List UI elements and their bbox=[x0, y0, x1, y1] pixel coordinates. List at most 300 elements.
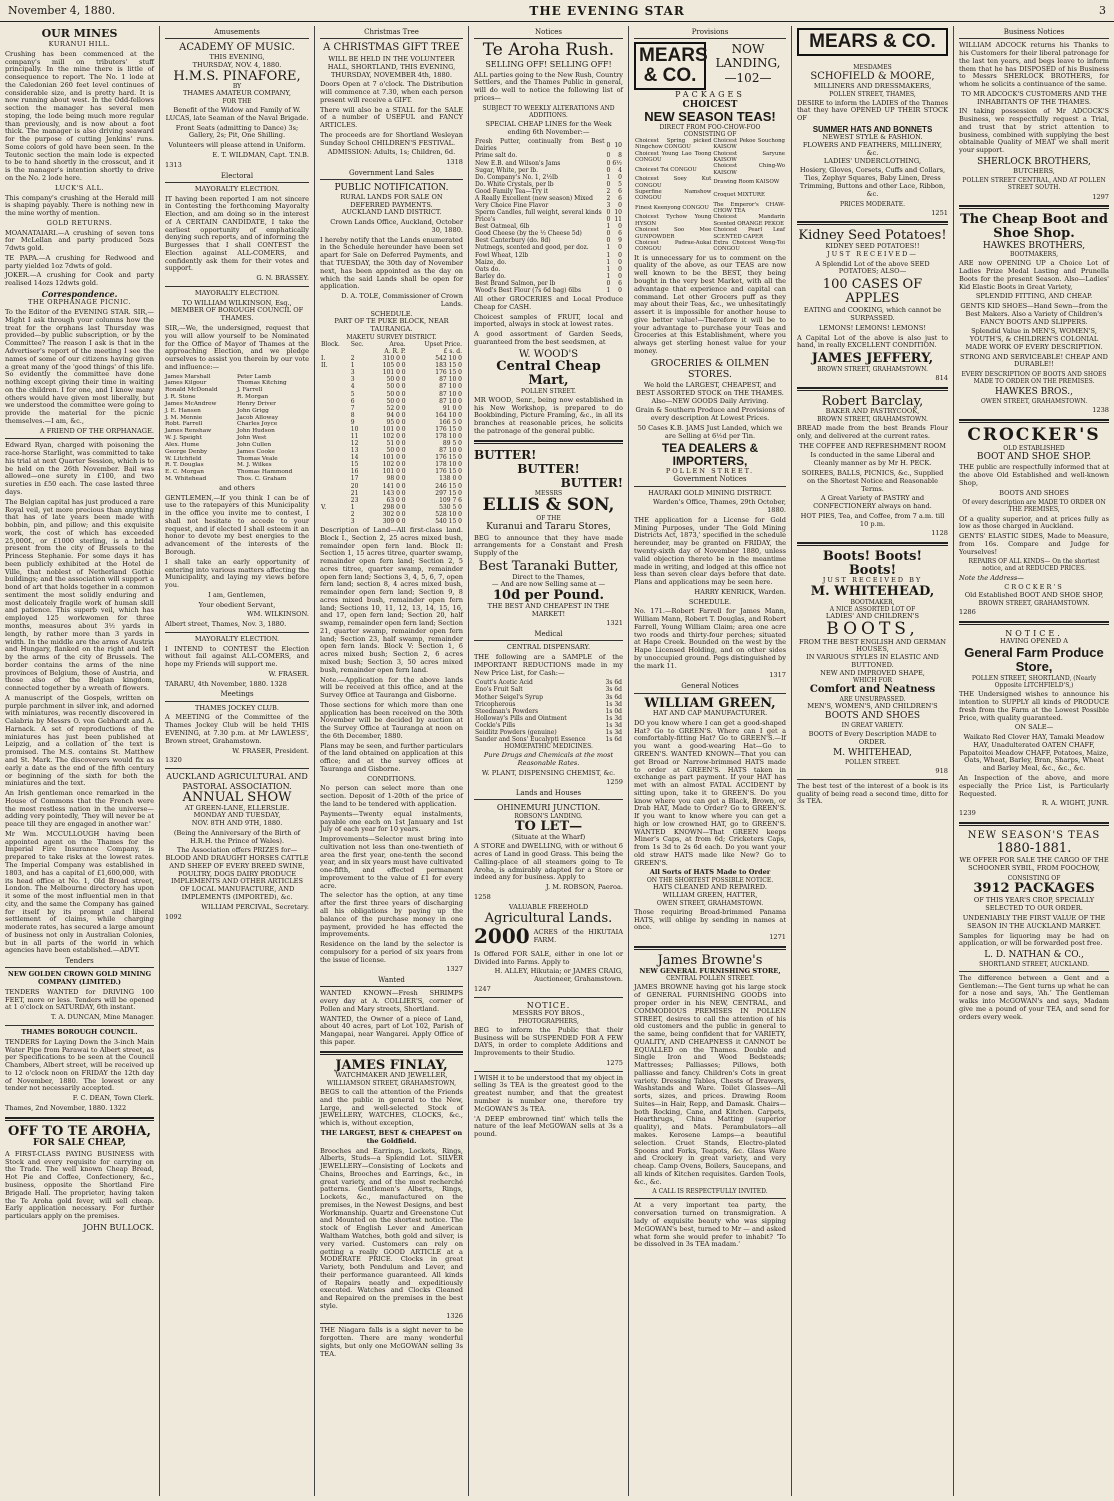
schofield-moore: SCHOFIELD & MOORE, bbox=[810, 71, 935, 83]
mears-logo-right: MEARS & CO. bbox=[797, 28, 948, 56]
land-table-row bbox=[320, 440, 463, 447]
land-table-cell: 87 10 0 bbox=[439, 390, 462, 398]
lucks-subhead: LUCK'S ALL. bbox=[54, 183, 105, 192]
crocker-address: BROWN STREET, GRAHAMSTOWN. bbox=[978, 599, 1090, 607]
price-list-cell: Do. Company's No. 1, 2½lb bbox=[475, 173, 558, 181]
land-table-cell: 6 bbox=[350, 397, 355, 405]
lucks-text: This company's crushing at the Herald mill is shaping payably. There is nothing new in the mine worthy of mention. bbox=[5, 193, 154, 218]
wood-address: POLLEN STREET. bbox=[521, 387, 576, 395]
lemons: LEMONS! LEMONS! LEMONS! bbox=[818, 323, 927, 332]
price-list-cell: Best Brand Salmon, per lb bbox=[475, 279, 556, 287]
butter-announce: BEG to announce that they have made arrangements for a Constant and Fresh Supply of the bbox=[474, 533, 623, 558]
price-list-cell: 0 bbox=[618, 286, 622, 294]
jockey-club-signature: W. FRASER, President. bbox=[232, 746, 309, 755]
tea-list-row bbox=[634, 176, 786, 189]
column-2 bbox=[160, 26, 315, 1496]
barclay-number: 1128 bbox=[931, 529, 948, 538]
land-table-cell bbox=[320, 405, 350, 412]
requisition-names bbox=[165, 374, 309, 483]
price-list-cell: 1 bbox=[606, 258, 611, 266]
sybil-consisting: CONSISTING OF bbox=[1007, 874, 1061, 882]
medicine-cell: Mother Seigel's Syrup bbox=[475, 693, 543, 701]
tea-list-cell: Drawing Room KAISOW bbox=[713, 179, 780, 186]
hosiery-list: Hosiery, Gloves, Corsets, Cuffs and Collars, Ties, Zephyr Squares, Baby Linen, Dress Trimming, Buttons and other Lace, Ribbon, &c. bbox=[799, 166, 946, 198]
medicine-cell: Cockle's Pills bbox=[475, 721, 516, 729]
tea-list-cell: Choicest Tychow Young HYSON bbox=[635, 214, 712, 227]
land-table-cell: 141 0 0 bbox=[382, 482, 406, 490]
hawkes-sign: HAWKES BROS., bbox=[995, 387, 1073, 398]
price-list-cell: 6 bbox=[618, 230, 622, 238]
central-cheap-mart: Central Cheap Mart, bbox=[496, 359, 601, 389]
land-table-cell: 3 bbox=[350, 369, 355, 377]
price-list-cell: 8 bbox=[618, 152, 622, 160]
acres-count: 2000 bbox=[474, 924, 530, 949]
requisition-name: John Hudson bbox=[237, 428, 275, 435]
price-list-cell: 3 bbox=[606, 201, 611, 209]
price-list-cell: 4 bbox=[618, 166, 622, 174]
land-table-cell: 178 10 0 bbox=[435, 461, 462, 469]
fraser-signature: W. FRASER. bbox=[268, 669, 309, 678]
ohinemuri-title: OHINEMURI JUNCTION. bbox=[496, 803, 601, 813]
crocker-old-shop: Old Established BOOT AND SHOE SHOP, bbox=[964, 591, 1104, 600]
which-for: WHICH FOR bbox=[852, 677, 893, 685]
medicine-cell: Sander and Sons' Eucalypti Essence bbox=[475, 736, 586, 743]
finlay-intro: BEGS to call the attention of the Friends and the public in general to the New, Large, and well-selected Stock of JEWELLERY, WATCHES, CLOCKS, &c., which is, without exception, bbox=[320, 1088, 463, 1128]
jeffery-number: 814 bbox=[935, 373, 948, 382]
panama-note: Those requiring Broad-brimmed Panama HATS, will oblige by sending in names at once. bbox=[634, 907, 786, 932]
tea-list-cell: The Emperor's CHAW-CHOW TEA bbox=[713, 201, 785, 215]
robsons-landing: ROBSON'S LANDING. bbox=[514, 812, 583, 820]
land-table-cell: 176 15 0 bbox=[435, 369, 462, 377]
pinafore-prices: Front Seats (admitting to Dance) 3s; Gallery, 2s; Pit, One Shilling. bbox=[175, 123, 299, 140]
tender-1-title: NEW GOLDEN CROWN GOLD MINING COMPANY (LIMITED.) bbox=[7, 970, 152, 987]
book-filler: The best test of the interest of a book is its quality of being read a second time, ditto for 3s TEA. bbox=[797, 781, 948, 806]
price-list-cell: New E.B. and Wilson's Jams bbox=[475, 159, 561, 167]
requisition-name: Thomas Kitching bbox=[237, 380, 287, 387]
jeffery-address: BROWN STREET, GRAHAMSTOWN. bbox=[817, 365, 928, 373]
crocker-text: THE public are respectfully informed that at the above Old Established and well-known Shop, bbox=[959, 463, 1109, 487]
wilkinson-closing: Your obedient Servant, bbox=[198, 600, 276, 609]
requisition-text: SIR,—We, the undersigned, request that you will allow yourself to be Nominated for the Office of Mayor of Thames at the approaching Election, and we pledge ourselves to assist you therein by our vote and influence:— bbox=[165, 324, 309, 371]
tea-list-row bbox=[634, 163, 786, 176]
land-table-row bbox=[320, 511, 463, 518]
price-list-cell: Good Cheese (by the ½ Cheese 5d) bbox=[475, 230, 582, 238]
farm-products: Waikato Red Clover HAY, Tamaki Meadow HAY, Unadulterated OATEN CHAFF, Papatoitoi Meadow CHAFF, Potatoes, Maize, Oats, Wheat, Barley, Bran, Sharps, Wheat and Barley Meal, &c., &c., &c. bbox=[959, 733, 1109, 773]
govt-land-header: Government Land Sales bbox=[320, 169, 463, 180]
land-table-cell: 50 0 0 bbox=[386, 376, 406, 384]
land-table-cell bbox=[320, 376, 350, 383]
price-list-cell: 0 bbox=[606, 237, 611, 245]
jockey-club-title: THAMES JOCKEY CLUB. bbox=[195, 703, 279, 712]
medicine-cell: 1s 0d bbox=[605, 707, 622, 715]
hot-pies: HOT PIES, Tea, and Coffee, from 7 a.m. till 10 p.m. bbox=[800, 511, 945, 528]
condition-4: The selector has the option, at any time after the first three years of discharging all his obligations by paying up the balance of the purchase money in one payment, provided he has effected the improvements. bbox=[320, 891, 463, 939]
nathan-address: SHORTLAND STREET, AUCKLAND. bbox=[979, 960, 1089, 968]
schedule-title: SCHEDULE. bbox=[370, 309, 413, 318]
gospels-item: A manuscript of the Gospels, written on purple parchment in silver ink, and adorned with miniatures, was recently discovered in Calabria by Messrs O. von Gebhardt and A. Harnack. A set of reproductions of the miniatures has just been published at Leipzig, and a collation of the text is promised. The M.S. contains St. Matthew and St. Mark. The discoverers would fix as early a date as the end of the fifth century or beginning of the sixth for both the miniatures and the text. bbox=[5, 693, 154, 788]
land-table-cell: 298 0 0 bbox=[382, 503, 406, 511]
ellis-son-title: ELLIS & SON, bbox=[482, 495, 615, 516]
brassey-text: IT having been reported I am not sincere in Contesting the forthcoming Mayoralty Election, and am doing so in the interest of A CERTAIN CANDIDATE, I take the earliest opportunity of emphatically denying such reports, and of informing the Burgesses that I shall CONTEST the Election against ALL-COMERS, and confidently ask them for their votes and support. bbox=[165, 194, 309, 273]
medicine-cell: Holloway's Pills and Ointment bbox=[475, 714, 567, 722]
land-table-row bbox=[320, 497, 463, 504]
price-list-row bbox=[474, 252, 623, 259]
photographers: PHOTOGRAPHERS, bbox=[518, 1017, 579, 1025]
tea-list-cell: Choicest Toi CONGOU bbox=[635, 166, 697, 173]
price-list-row bbox=[474, 167, 623, 174]
medicine-cell: 1s 3d bbox=[605, 714, 622, 722]
land-table-cell: 21 bbox=[350, 489, 359, 497]
land-table-cell: 87 10 0 bbox=[439, 376, 462, 384]
land-table-row bbox=[320, 433, 463, 440]
price-list-row bbox=[474, 216, 623, 223]
wilkinson-date: Albert street, Thames, Nov. 3, 1880. bbox=[165, 620, 287, 629]
butter-price: 10d per Pound. bbox=[492, 588, 605, 604]
crockers-sign: CROCKER'S bbox=[1004, 583, 1064, 592]
pinafore-signature: E. T. WILDMAN, Capt. T.N.B. bbox=[212, 150, 309, 159]
land-table-cell: 9 bbox=[350, 418, 355, 426]
other-groceries: All other GROCERIES and Local Produce Cheap for CASH. bbox=[474, 295, 623, 311]
land-table-cell: 176 15 0 bbox=[435, 454, 462, 462]
show-anniversary: (Being the Anniversary of the Birth of H.R.H. the Prince of Wales). bbox=[173, 828, 301, 845]
masthead-title: THE EVENING STAR bbox=[529, 3, 685, 18]
land-table-cell: 246 15 0 bbox=[435, 482, 462, 490]
shortest-notice: ON THE SHORTEST POSSIBLE NOTICE. bbox=[646, 877, 774, 885]
land-table-row bbox=[320, 518, 463, 525]
land-table-cell: 5 bbox=[350, 390, 355, 398]
veil-item: The Belgian capital has just produced a rare Royal veil, yet more precious than anything that has of late years been made with bobbin, pin, and pillow; and this exquisite work, the cost of which has exceeded 25,000f., or £1000 sterling, is a bridal present from the city of Brussels to the Princess Stephanie. For some days it has been publicly exhibited at the Hotel de Ville, that noblest of Netherland Gothic buildings; and the association will support a bond of art that holds together in a common sentiment the most solidly enduring and most delicately fragile work of human skill and patience. This superb veil, which has employed 125 workwomen for three months, measures about 3½ yards in length, by rather more than 3 yards in width. In the middle are the arms of Austria and Hungary, flanked on the right and left by the arms of the city of Brussels. The border contains the arms of the nine provinces of Belgium, those of Austria, and those also of the Belgian kingdom, connected together by a wreath of flowers. bbox=[5, 497, 154, 693]
land-table-cell: 87 10 0 bbox=[439, 447, 462, 455]
requisition-name: John Cullen bbox=[237, 441, 272, 448]
finlay-number: 1326 bbox=[446, 1311, 463, 1320]
tea-list-cell: Choicest Soey Kut CONGOU bbox=[635, 176, 712, 189]
meetings-header: Meetings bbox=[165, 690, 309, 701]
land-table-cell: I. bbox=[321, 355, 326, 363]
mens-womens: MEN'S, WOMEN'S, AND CHILDREN'S bbox=[807, 702, 938, 711]
farm-offered: Is Offered FOR SALE, either in one lot or Divided into Farms. Apply to bbox=[474, 949, 623, 966]
price-list-cell: Nutmegs, scented and good, per doz. bbox=[475, 244, 589, 252]
mayoralty-title-1: MAYORALTY ELECTION. bbox=[194, 184, 280, 193]
price-list-cell: Sugar, White, per lb. bbox=[475, 166, 538, 174]
requisition-name: John West bbox=[237, 435, 267, 442]
wanted-land-owner: WANTED, the Owner of a piece of Land, about 40 acres, part of Lot 102, Parish of Mangapai, near Wangarei. Apply Office of this paper. bbox=[320, 1014, 463, 1046]
dispensary-number: 1259 bbox=[606, 778, 623, 787]
land-table-cell: 310 0 0 bbox=[382, 355, 406, 363]
land-table-cell: 50 0 0 bbox=[386, 397, 406, 405]
te-aroha-ad-body: A FIRST-CLASS PAYING BUSINESS with Stock and every requisite for carrying on the Trade. The well known Cheap Bread, Hot Pie and Coffee, Confectionery, &c., business, opposite the Shortland Fire Brigade Hall. The proprietor, having taken the Te Aroha gold fever, will sell cheap. Early application necessary. For further particulars apply on the premises. bbox=[5, 1149, 154, 1221]
tea-dealers: TEA DEALERS & IMPORTERS, bbox=[661, 441, 759, 469]
first-value: UNDENIABLY THE FIRST VALUE OF THE SEASON IN THE AUCKLAND MARKET. bbox=[962, 914, 1106, 930]
land-table-cell: 4 bbox=[350, 383, 355, 391]
seeds-note: A good assortment of Garden Seeds, guaranteed from the best seedsmen, at bbox=[474, 330, 623, 346]
price-list-cell: 1 bbox=[606, 251, 611, 259]
nathan-name: L. D. NATHAN & CO., bbox=[984, 950, 1084, 961]
wilkinson-signature: WM. WILKINSON. bbox=[246, 610, 309, 619]
pinafore-company: THAMES AMATEUR COMPANY, bbox=[183, 89, 291, 98]
taranaki-butter: Best Taranaki Butter, bbox=[478, 558, 619, 574]
column-4 bbox=[469, 26, 629, 1496]
foy-bros: MESSRS FOY BROS., bbox=[512, 1009, 585, 1018]
price-list-cell: 1 bbox=[606, 223, 611, 231]
milliner-intro: DESIRE to inform the LADIES of the Thames that they have OPENED UP THEIR STOCK OF bbox=[797, 98, 948, 123]
land-schedule-table bbox=[320, 341, 463, 525]
academy-title: ACADEMY OF MUSIC. bbox=[179, 42, 295, 54]
wilkinson-reply: GENTLEMEN,—If you think I can be of use to the ratepayers of this Municipality in the office you invite me to contest, I shall not hesitate to accede to your request, and if elected I shall esteem it an honor to devote my best energies to the advancement of the interests of the Borough. bbox=[165, 493, 309, 556]
land-table-cell: 91 0 0 bbox=[442, 404, 462, 412]
tea-party-filler: At a very important tea party, the conversation turned on transmigration. A lady of exquisite beauty who was sipping McGOWAN's best, turned to Mr — and asked what form she would prefer to inhabit? 'To be dissolved in 3s TEA madam.' bbox=[634, 1201, 786, 1249]
medicine-row bbox=[474, 722, 623, 729]
te-aroha-ad-title: OFF TO TE AROHA, bbox=[7, 1123, 152, 1139]
requisition-name: J. Farrell bbox=[237, 387, 263, 394]
price-list-row bbox=[474, 244, 623, 251]
requisition-name: Henry Driver bbox=[237, 400, 276, 407]
hawkes-brothers: HAWKES BROTHERS, bbox=[982, 240, 1086, 251]
land-table-cell bbox=[320, 383, 350, 390]
price-list-row bbox=[474, 209, 623, 216]
land-table-cell bbox=[320, 454, 350, 461]
requisition-name: John Grigg bbox=[237, 407, 269, 414]
land-table-row bbox=[320, 383, 463, 390]
column-3 bbox=[315, 26, 469, 1496]
price-list-row bbox=[474, 160, 623, 167]
boots-made: BOOTS of Every Description MADE to ORDER. bbox=[808, 729, 937, 746]
price-list-cell: Price's bbox=[475, 216, 496, 224]
mesdames: MESDAMES bbox=[853, 63, 892, 71]
agricultural-lands: Agricultural Lands. bbox=[484, 910, 613, 926]
tea-list-cell: Choicest Mandarin Scented ORANGE PEKOE bbox=[713, 214, 785, 227]
price-list-cell: Oats do. bbox=[475, 265, 501, 273]
price-list-cell: 0 bbox=[606, 216, 611, 224]
boots-big: BOOTS, bbox=[826, 618, 919, 639]
land-table-cell bbox=[320, 419, 350, 426]
requisition-name: James McAndrew bbox=[165, 400, 217, 407]
condition-3: Improvements—Selector must bring into cultivation not less than one-twentieth of area the first year, one-tenth the second year, and in six years must have cultivated one-fifth, and effected permanent improvement to the value of £1 for every acre. bbox=[320, 835, 463, 890]
farm-inspection: An Inspection of the above, and more especially the Price List, is Particularly Requested. bbox=[959, 773, 1109, 798]
old-established: OLD ESTABLISHED bbox=[1003, 444, 1065, 452]
requisition-name: R. Morgan bbox=[237, 394, 269, 401]
price-list-cell: Prime salt do. bbox=[475, 152, 518, 160]
wight-signature: R. A. WIGHT, JUNR. bbox=[1041, 799, 1109, 808]
strong-serviceable: STRONG AND SERVICEABLE! CHEAP AND DURABLE!! bbox=[960, 352, 1108, 369]
medicine-row bbox=[474, 694, 623, 701]
price-list-cell: 0 bbox=[606, 159, 611, 167]
tea-list-cell: Choicest Spring picked Ningchow CONGOU bbox=[635, 137, 712, 151]
column-6 bbox=[792, 26, 954, 1496]
land-table-cell: 109 7 6 bbox=[439, 496, 462, 504]
show-days: MONDAY AND TUESDAY, bbox=[193, 811, 281, 820]
land-table-cell: 143 0 0 bbox=[382, 489, 406, 497]
wilkinson-salutation: I am, Gentlemen, bbox=[208, 590, 266, 599]
medicine-cell: Seidlitz Powders (genuine) bbox=[475, 728, 557, 736]
land-table-row bbox=[320, 398, 463, 405]
land-table-cell: 95 0 0 bbox=[386, 418, 406, 426]
wilkinson-reply-2: I shall take an early opportunity of entering into various matters affecting the Municipality, and laying my views before you. bbox=[165, 557, 309, 590]
farm-text: THE Undersigned wishes to announce his intention to SUPPLY all kinds of PRODUCE fresh from the Farm at the Lowest Possible Price, with quality guaranteed. bbox=[959, 690, 1109, 722]
wanted-header: Wanted bbox=[320, 976, 463, 987]
price-list-row bbox=[474, 202, 623, 209]
price-list-cell: 6½ bbox=[612, 159, 622, 167]
land-table-cell: 15 bbox=[350, 461, 359, 469]
land-table-cell: 2 bbox=[350, 510, 355, 518]
land-table-cell bbox=[320, 391, 350, 398]
central-pollen: CENTRAL POLLEN STREET. bbox=[666, 975, 754, 983]
mining-schedule-text: No. 171.—Robert Farrell for James Mann, William Mann, Robert T. Douglas, and Robert Farrell, Young William Claim; area one acre two roods and thirty-four perches; situated at Hape Creek. Bounded on the west by the Hape Licensed Holding, and on other sides by unoccupied ground. Pegs distinguished by the mark 11. bbox=[634, 607, 787, 670]
niagara-filler: THE Niagara falls is a sight never to be forgotten. There are many wonderful sights, but only one McGOWAN selling 3s TEA. bbox=[320, 1326, 463, 1358]
land-table-cell: 87 10 0 bbox=[439, 383, 462, 391]
farm-agents: H. ALLEY, Hikutaia; or JAMES CRAIG, Auctioneer, Grahamstown. bbox=[494, 967, 623, 984]
condition-1: No person can select more than one section. Deposit of 1-20th of the price of the land to be tendered with application. bbox=[320, 784, 463, 809]
adcock-customers: TO MR ADCOCK'S CUSTOMERS AND THE INHABITANTS OF THE THAMES. bbox=[961, 89, 1107, 106]
price-list-cell: 0 bbox=[618, 265, 622, 273]
tea-list-row bbox=[634, 151, 786, 164]
amusements-header: Amusements bbox=[165, 28, 309, 39]
land-table-row bbox=[320, 468, 463, 475]
land-table-cell: 87 10 0 bbox=[439, 397, 462, 405]
price-list-cell: Wood's Best Flour (7s 6d bag) 6lbs bbox=[475, 286, 582, 294]
land-table-cell bbox=[320, 483, 350, 490]
electoral-header: Electoral bbox=[165, 172, 309, 183]
land-table-cell: 176 15 0 bbox=[435, 425, 462, 433]
masthead-date: November 4, 1880. bbox=[8, 4, 116, 17]
requisition-name: Thos. C. Graham bbox=[237, 476, 287, 483]
now-landing: NOW LANDING, bbox=[715, 42, 781, 71]
freehold-title: VALUABLE FREEHOLD bbox=[508, 902, 589, 911]
insurance-item: Mr Wm. MCCULLOUGH having been appointed agent on the Thames for the Imperial Fire Insurance Company, is prepared to take risks at the lowest rates. The Imperial Company was established in 1803, and has a capital of £1,600,000, with its head office at No. 1, Old Broad street, London. The Melbourne directory has upon it some of the most influential men in that city, and the same the Company has gained for itself by its prompt and liberal settlement of claims, while charging moderate rates, has secured a large amount of business not only in Australian Colonies, but in all parts of the world in which agencies have been established.—ADVT. bbox=[5, 829, 154, 955]
newest-style: NEWEST STYLE & FASHION. bbox=[822, 133, 923, 142]
price-list-row bbox=[474, 287, 623, 294]
price-list-row bbox=[474, 152, 623, 159]
price-list-row bbox=[474, 280, 623, 287]
price-list-cell: 0 bbox=[606, 141, 611, 149]
land-table-cell: 52 0 0 bbox=[386, 404, 406, 412]
price-list-cell: 0 bbox=[606, 230, 611, 238]
column-5 bbox=[629, 26, 792, 1496]
land-table-cell bbox=[320, 447, 350, 454]
land-table-row bbox=[320, 447, 463, 454]
land-table-cell: 176 15 0 bbox=[435, 468, 462, 476]
jockey-club-text: A MEETING of the Committee of the Thames Jockey Club will be held THIS EVENING, at 7.30 p.m. at Mr LAWLESS', Brown street, Grahamstown. bbox=[165, 713, 309, 745]
furnishing-text: JAMES BROWNE having got his large stock of GENERAL FURNISHING GOODS into proper order in his NEW, CENTRAL, and COMMODIOUS PREMISES IN POLLEN STREET, desires to call the attention of his old customers and the public in general to the same, being confident that for VARIETY, QUALITY, AND CHEAPNESS it CANNOT be EQUALLED on the Thames. Double and Single Iron and Wood Bedsteads; Mattresses; Palliasses; Pillows, both palliasse and fancy. Children's Cots in great variety. Dressing Tables, Chests of Drawers, Washstands and Ware. Toilet Glasses—All sorts, sizes, and prices. Drawing Room Suites—in Hair, Repp, and Damask. Chairs—both Rocking, Cane, and Kitchen. Carpets, Hearthrugs, China Matting (superior quality), and Mats. Perambulators—all makes. Kerosene Lamps—a beautiful selection. Cruet Stands, Electro-plated Spoons and Forks, Teapots, &c. Glass Ware and Crockery in great variety, and very cheap. Camp Ovens, Boilers, Saucepans, and all kinds of Kitchen requisites. Garden Tools, &c., &c. bbox=[634, 983, 786, 1186]
elastic-sides: GENTS' ELASTIC SIDES, Made to Measure, from 16s. Compare and Judge for Yourselves! bbox=[959, 532, 1109, 556]
bread-text: BREAD made from the best Brands Flour only, and delivered at the current rates. bbox=[797, 424, 948, 440]
land-table-cell: 101 0 0 bbox=[382, 468, 406, 476]
price-list-row bbox=[474, 266, 623, 273]
agri-assoc-title: AUCKLAND AGRICULTURAL AND PASTORAL ASSOCIATION. bbox=[166, 772, 308, 791]
medicine-cell: Steedman's Powders bbox=[475, 707, 539, 715]
land-table-cell: 297 15 0 bbox=[435, 489, 462, 497]
kuranui-subhead: KURANUI HILL. bbox=[48, 39, 111, 48]
land-table-row bbox=[320, 454, 463, 461]
mines-header: OUR MINES bbox=[41, 27, 118, 40]
great-variety: IN GREAT VARIETY. bbox=[841, 721, 904, 729]
land-table-cell: 542 10 0 bbox=[435, 355, 462, 363]
hawkes-bootmakers: BOOTMAKERS, bbox=[1009, 251, 1059, 259]
milliner-number: 1251 bbox=[931, 208, 948, 217]
annual-show-title: ANNUAL SHOW bbox=[182, 789, 292, 805]
land-table-cell: 8 bbox=[350, 411, 355, 419]
land-table-cell: 183 15 0 bbox=[435, 362, 462, 370]
hikutaia-farm: ACRES of the HIKUTAIA FARM. bbox=[533, 928, 623, 944]
medicine-cell: Coutt's Acetic Acid bbox=[475, 679, 533, 687]
te-aroha-ad-subtitle: FOR SALE CHEAP, bbox=[33, 1138, 126, 1149]
fraser-text: I INTEND to CONTEST the Election without fail against ALL-COMERS, and hope my Friends will support me. bbox=[165, 644, 309, 669]
price-list-cell: 0 bbox=[606, 152, 611, 160]
mayoralty-title-3: MAYORALTY ELECTION. bbox=[194, 634, 280, 643]
tender-2-signature: F. C. DEAN, Town Clerk. bbox=[72, 1094, 154, 1103]
public-notification-title: PUBLIC NOTIFICATION. bbox=[334, 183, 449, 194]
hat-manufacturer: HAT AND CAP MANUFACTURER. bbox=[652, 709, 768, 718]
land-table-cell: 2 bbox=[350, 355, 355, 363]
gold-return-1: MOANATAIARI.—A crushing of seven tons for McLellan and party produced 5ozs 7dwts gold. bbox=[5, 228, 154, 253]
packages-count: —102— bbox=[724, 70, 772, 85]
christmas-stall: There will also be a STALL for the SALE of a number of USEFUL and FANCY ARTICLES. bbox=[320, 105, 463, 130]
land-table-cell bbox=[320, 398, 350, 405]
having-opened: HAVING OPENED A bbox=[999, 637, 1069, 646]
land-table-row bbox=[320, 376, 463, 383]
orphanage-subhead: THE ORPHANAGE PICNIC. bbox=[28, 298, 131, 307]
auckland-district: AUCKLAND LAND DISTRICT. bbox=[341, 208, 442, 217]
homeopathic: HOMŒPATHIC MEDICINES. bbox=[504, 743, 593, 751]
unsurpassed: ARE UNSURPASSED. bbox=[839, 696, 906, 704]
requisition-name: W. Litchfield bbox=[165, 455, 202, 462]
boots-title: Boots! Boots! Boots! bbox=[822, 549, 923, 578]
price-list-cell: 0 bbox=[606, 209, 611, 217]
land-table-cell bbox=[320, 518, 350, 525]
mining-schedule-title: SCHEDULE. bbox=[688, 597, 732, 606]
pinafore-for: FOR THE bbox=[222, 98, 252, 106]
assorted-lot: A NICE ASSORTED LOT OF bbox=[829, 605, 916, 613]
show-location: AT GREEN-LANE, ELLERSLIE. bbox=[184, 803, 290, 812]
butter-of-the: OF THE bbox=[536, 514, 561, 522]
land-table-cell: 102 0 0 bbox=[382, 432, 406, 440]
christmas-tree-title: A CHRISTMAS GIFT TREE bbox=[323, 42, 460, 54]
pinafore-volunteers: Volunteers will please attend in Uniform. bbox=[168, 141, 306, 150]
provisions-header: Provisions bbox=[634, 28, 786, 39]
land-table-cell: 138 0 0 bbox=[439, 475, 462, 483]
william-green-title: WILLIAM GREEN, bbox=[644, 695, 776, 711]
mears-logo-left: MEARS & CO. bbox=[634, 42, 706, 90]
improved-shape: NEW AND IMPROVED SHAPE, bbox=[820, 668, 925, 677]
robson-number: 1258 bbox=[474, 892, 491, 901]
sherlock-number: 1297 bbox=[1092, 192, 1109, 201]
land-table-cell: 11 bbox=[350, 432, 359, 440]
land-table-cell: 1 bbox=[350, 362, 355, 370]
requisition-name: E. C. Morgan bbox=[165, 469, 204, 476]
tea-list-cell: Choicest Saryune KAISOW bbox=[713, 150, 785, 164]
comfort-neatness: Comfort and Neatness bbox=[809, 684, 936, 696]
requisition-name: M. Whitehead bbox=[165, 476, 207, 483]
requisition-name: J. M. Mennie bbox=[165, 414, 203, 421]
hawkes-text: ARE now OPENING UP a Choice Lot of Ladies Prize Medal Lasting and Prunella Boots for the present Season. Also—Ladies' Kid Elastic Boots in Great Variety, bbox=[959, 259, 1109, 291]
largest-stock: We hold the LARGEST, CHEAPEST, and BEST ASSORTED STOCK on THE THAMES. Also—NEW GOODS Daily Arriving. bbox=[636, 381, 784, 405]
sybil-cargo: WE OFFER FOR SALE THE CARGO OF THE SCHOONER SYBIL, FROM FOOCHOW, bbox=[959, 856, 1109, 872]
tea-list-cell: Choicest Padrae-Aukai CONGOU bbox=[635, 239, 712, 253]
note-address: Note the Address— bbox=[959, 573, 1024, 582]
foy-number: 1275 bbox=[606, 1058, 623, 1067]
te-aroha-rush-title: Te Aroha Rush. bbox=[482, 40, 615, 61]
consisting-of: CONSISTING OF bbox=[683, 130, 737, 138]
price-list-cell: 10 bbox=[614, 141, 622, 149]
medicine-cell: 1s 3d bbox=[605, 700, 622, 708]
kb-jams: 50 Cases K.B. JAMS Just Landed, which we are Selling at 6½d per Tin. bbox=[637, 423, 783, 440]
land-table-row bbox=[320, 490, 463, 497]
price-list-cell: 1 bbox=[606, 173, 611, 181]
eating-cooking: EATING and COOKING, which cannot be SURPASSED. bbox=[803, 306, 942, 323]
land-table-cell bbox=[320, 426, 350, 433]
fruit-note: Choicest samples of FRUIT, local and imported, always in stock at lowest rates. bbox=[474, 312, 623, 329]
years-crop: OF THIS YEAR'S CROP, SPECIALLY SELECTED TO OUR ORDER. bbox=[973, 896, 1095, 913]
land-table-cell: 50 0 0 bbox=[386, 390, 406, 398]
